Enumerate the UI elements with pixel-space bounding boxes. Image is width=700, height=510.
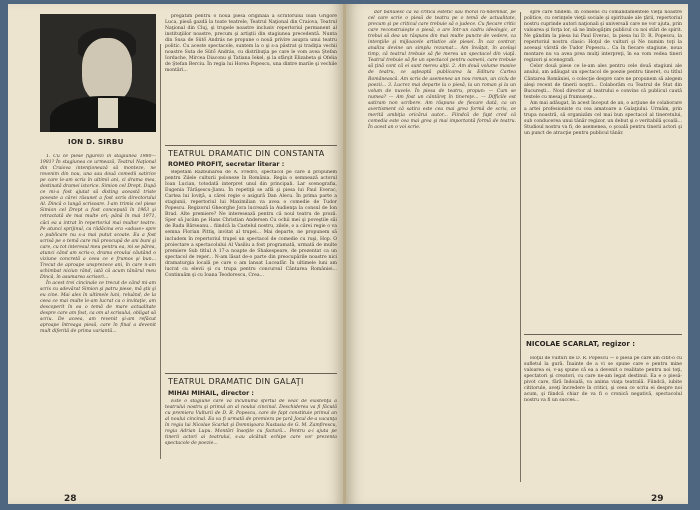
intro-paragraph: pregătim pentru o nouă piesă originală a scriitorului Ioan Grigore Luca, piesă gazdă la toate teatrele, Teatrul Naţional din Craiova, Teatrul Naţional din Cluj, şi trupele noastre inclusiv repertoriul permanent al instituţiilor noastre, precum şi artiştii din stagiunea precedentă. Nunta din Susa de Sütő András ne propune o nouă privire asupra unui teatru politic. Cu aceste spectacole, suntem la o şi s-a păstrat şi tradiţia vechii noastre Suta de Sütő András, cu distribuţia pe care le vom avea Ştefan Iordache, Mircea Diaconu şi Tatiana Iekel, şi la sfârşit Elizabeta şi Ofelia de Ştefan Berciu. În regia lui Horea Popescu, una dintre marile şi vechile montări... [165,14,337,74]
sirbu-answer-paragraph-1: 1. Cu ce piese figurezi în stagiunea 1980—1981? În stagiunea ce urmează, Teatrul Naţional din Craiova intenţionează să monteze, ne revenim din nou, una sau două comedii satirice pe care le-am scris în ultimii ani, ci drama mea, destinată dramei istorice. Simion cel Drept. După ce mi-a fost ajutat să disting această triste poveste a cărei răsunet a fost scris directorului Al. Dincă o lungă scrisoare. I-am trimis cel piese Simion cel Drept a fost concepută în 1963 şi retractată de mai multe ori; până în mai 1971, căci ea a intrat în repertoriul mai multor teatre. Pe atunci sprijinul, ca rădăcina era «aduse» spre o publicare nu s-a mai putut scoate. Ea a fost scrisă pe o temă care mă preocupă de ani buni şi care, cu tot interesul meu pentru ea, mi se părea, atunci când am scris-o, drama eroului căutând o viziune concretă a ceea ce e frumos şi bun... Trecut de aproape unsprezece ani, în care n-am schimbat niciun rând, iată că acum tânărul meu Dincă, în asumarea scrisori... [40,154,156,280]
photo-shirt [98,98,118,128]
constanta-person: ROMEO PROFIT, secretar literar : [168,161,285,168]
left-page [8,4,344,504]
right-column-divider [520,12,521,482]
photo-caption: ION D. SIRBU [68,137,124,146]
galati-rule [165,373,337,374]
right-col1-text [368,10,516,488]
intro-text [165,14,337,142]
scarlat-text [524,356,682,491]
sirbu-answer-text [40,154,156,454]
constanta-paragraph: Repetăm Răzbunarea de A. Fredro, spectacol pe care îl propunem pentru Zilele culturii poloneze în România. Regia o semnează actorul Ioan Lucian, totodată interpret unul din principali. Lar scenografia, Eugenia Tărăşescu-Jianu. În repetiţii se află şi piesa lui Paul Everac, Cartea lui Ioviţă, a cărei regie o asigură Dan Alecu. În prima parte a stagiunii, repertoriul lui Maximilian va avea o comedie de Tudor Popescu. Regizorul Gheorghe Jora lucrează la Audienţa la consul de Ion Brad. Alte premiere? Ne interesează pentru că noul teatru de proză. Sper să jucăm pe Hans Christian Andersen Cu ochii mei şi poveştile săi de Radu Bârseanu... fiindcă la Castelul nostru, zilele, o a cărei regie o va semna Florian Pittiş, invitat al trupei... Mai departe, ne propunem să includem în repertoriul trupei un spectacol de comedie cu ruşi, Hop. O proiectare a spectacolului Al Vasiliu a fost programată, urmată de multe premiere Sub titlul A 17-a noapte de Shakespeare, de prezentat ca un spectacol de reper... N-am lăsat de-o parte din preocupările noastre nici dramaturgia locală pe care o am lansat Luceafăr. În ultimele luni am lucrat cu elevii şi cu trupa pentru concursul Cântarea României... Continuăm şi cu Ioana Teodorescu, Crea... [165,170,337,278]
right-col2-paragraph-1: spre care tindem. În consens cu comandamentele vieţii noastre politice, cu cerinţele vieţii sociale şi spirituale ale ţării, repertoriul nostru cuprinde autori naţionali şi universali care ne vor ajuta, prin valoarea şi forţa lor, să ne îmbogăţim publicul cu noi stări de spirit. Ne gândim la piesa lui Paul Everac, la piesa lui D. R. Popescu, la repertoriul nostru clasic: Hoţul de vulturi şi Ne numim toţi la aceeaşi vârstă de Tudor Popescu... Ca în fiecare stagiune, noua montare nu va avea prea mulţi interpreţi, în ea vom vedea tineri regizori şi scenografi. [524,10,682,64]
galati-person: MIHAI MIHAIL, director : [168,390,254,397]
scarlat-person: NICOLAE SCARLAT, regizor : [526,340,636,348]
right-col2-paragraph-2: Celor două piese ce le-am ales pentru cele două stagiuni ale anului, am adăugat un spectacol de poezie pentru tineret, cu titlul Cântarea României, o colecţie despre care ne propunem să alegem aleşi recent de tinerii noştri... Colaborăm cu Teatrul de Stat din Bucureşti... Noul director al teatrului e convins că publicul caută textele cu mesaj şi frumuseţe... [524,64,682,100]
right-col2-paragraph-3: Am mai adăugat, în acest început de an, o acţiune de colaborare a artei profesioniste cu cea amatoare a Galaţiului. Urmăm, prin trupa noastră, să organizăm cel mai bun spectacol al tineretului, sub conducerea unui tânăr regizor, un debut şi o veritabilă şcoală... Studioul nostru va fi, de asemenea, o şcoală pentru tinerii actori şi un punct de atracţie pentru publicul tânăr. [524,100,682,136]
constanta-text [165,170,337,370]
photo-face [82,38,132,102]
page-number-left: 28 [64,494,77,504]
galati-heading: TEATRUL DRAMATIC DIN GALAŢI [168,377,304,386]
right-col1-paragraph: dar bănuiesc că va critica estetic sau moral ră-ndemnat, pe cel care scrie o piesă de teatru pe o temă de actualitate, precum şi pe criticul care trebuie să o judece. Cu fiecare critic care reconstruieşte o piesă, o are într-un cadru ideologic, ar trebui să dea un răspuns din mai multe puncte de vedere, ca intenţiile şi mijloacele artistice ale piesei. În caz contrar, analiza devine un simplu rezumat... Am învăţat, în acelaşi timp, că teatrul trebuie să fie mereu un spectacol din viaţă. Teatrul trebuie să fie un spectacol pentru oameni, care trebuie să ţină cont că ei sunt mereu alţii. 2. Am două volume masive de teatru, ce aşteaptă publicarea la Editura Cartea Românească. Am scris de asemenea un nou roman, un ciclu de poezii... 3. Lucrez mai departe la o piesă, la un roman şi la un volum de nuvele. În piesa de teatru, propun: — Cum se numea? — Am fost un cântăreţ în tinereţe... — Difficile est satiram non scribere. Am răspuns de fiecare dată, ca un avertisment că satira este cea mai grea formă de scris, ce merită ambiţia oricărui autor... Fiindcă de fapt cred că comedia este cea mai grea şi mai importantă formă de teatru. În acest an o voi scrie. [368,10,516,130]
constanta-heading: TEATRUL DRAMATIC DIN CONSTANTA [168,149,325,158]
scarlat-rule [524,334,682,335]
right-page [346,4,688,504]
sirbu-answer-paragraph-2: În acest trei cincinale ce trecut de când mi-am scris cu adevărat Simion şi patru piese, mă ştii şi eu cine. Mai ales în ultimele luni, reluând, de la ceea ce mai multe le-am lucrat ca o invitaţie, am descoperit în ea o temă de mare actualitate despre care am fost, ca om al scrisului, obligat să scriu. De aceea, am revenit şi-am refăcut aproape întreaga piesă, care în final a devenit mult diferită de prima variantă... [40,280,156,335]
scarlat-paragraph: Hoţul de vulturi de D. R. Popescu — o piesă pe care am citit-o cu sufletul la gură. Înainte de a vi se spune care e pentru mine valoarea ei, v-aş spune că ea a devenit o realitate pentru noi toţi, spectatori şi creatori, cu care ne-am legat destinul. Ea e o piesă-pivot care, fără îndoială, va anima viaţa teatrală. Fiindcă, iubite cititorule, aveţi încredere în critici, şi ceea ce scriu ei despre noi acum, şi fiindcă chiar de va fi o cronică negativă, spectacolul nostru va fi un succes... [524,356,682,404]
page-number-right: 29 [651,494,664,504]
column-divider [160,44,161,459]
author-photo [40,14,156,132]
constanta-rule [165,145,337,146]
right-col2-text [524,10,682,330]
galati-paragraph: Este o stagiune care va încunuma sfertul de veac de existenţă a teatrului nostru şi primul an al noului cincinal. Deschiderea va fi făcută cu premiera Vulturii de D. R. Popescu, care de fapt constituie primul an al noului cincinal. Ea va fi urmată de premiera pe ţară Jocul de-a vacanţa în regia lui Nicolae Scarlat şi Domnişoara Nastasia de G. M. Zamfirescu, regia Adrian Lupu. Montări însoţite cu factură... Pentru a-i ajuta pe tinerii actori ai teatrului, s-au alcătuit echipe care vor prezenta spectacole de poezie... [165,399,337,447]
galati-text [165,399,337,489]
